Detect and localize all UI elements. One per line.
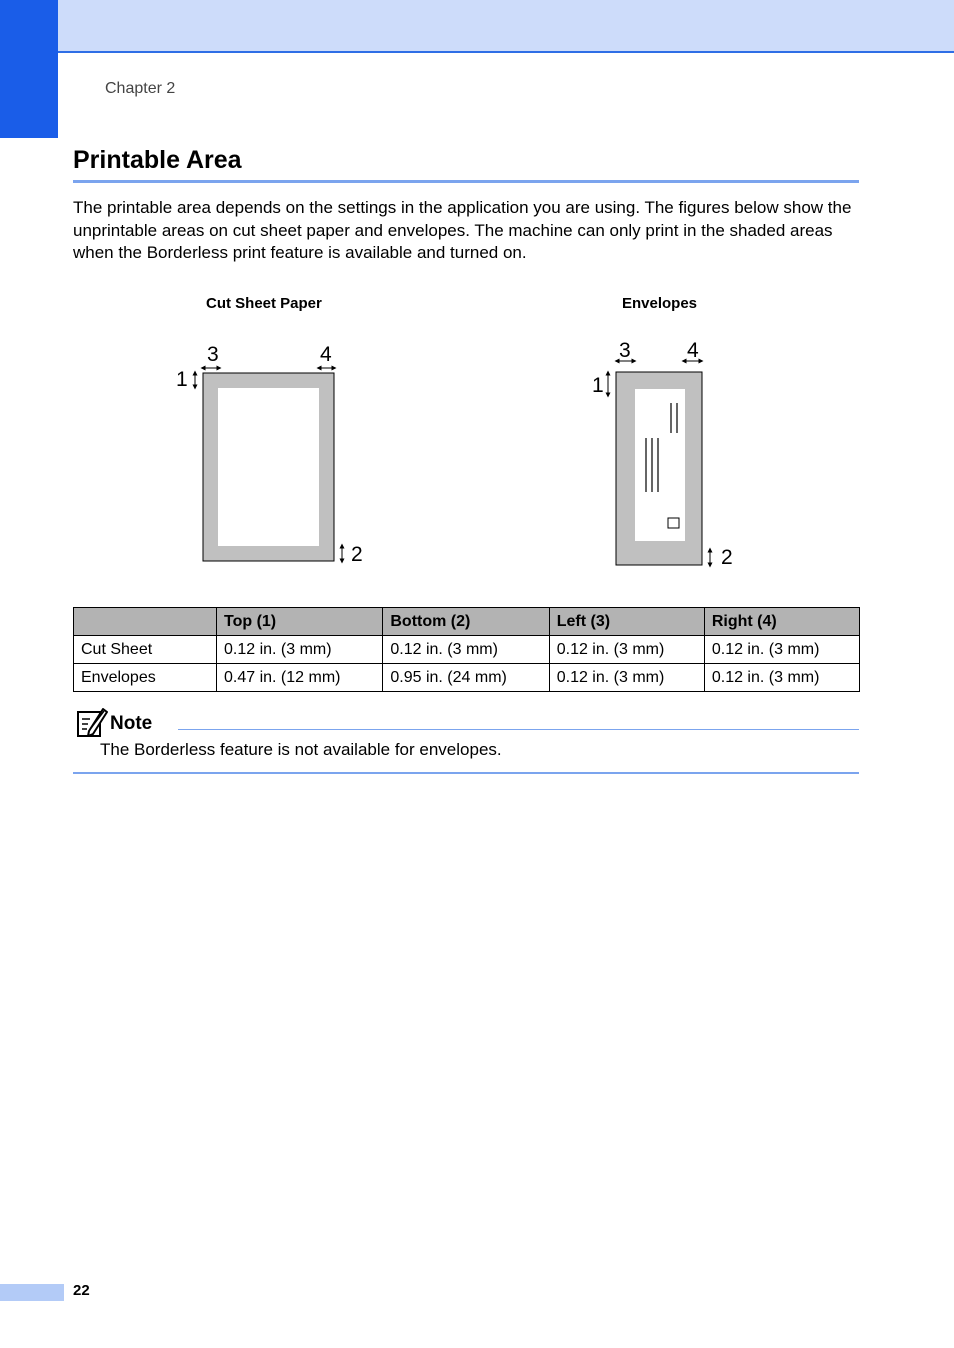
table-header-cell: Left (3) <box>549 608 704 636</box>
table-cell: 0.47 in. (12 mm) <box>217 664 383 692</box>
table-row <box>74 636 860 664</box>
table-row <box>74 664 860 692</box>
note-pencil-icon <box>76 706 108 738</box>
envelope-label-bottom: 2 <box>721 546 733 569</box>
table-cell: 0.12 in. (3 mm) <box>549 664 704 692</box>
cut-sheet-label-top: 1 <box>176 368 188 391</box>
cut-sheet-label-bottom: 2 <box>351 543 363 566</box>
table-cell: 0.12 in. (3 mm) <box>704 636 859 664</box>
envelope-stamp-box <box>668 518 679 528</box>
table-cell: Cut Sheet <box>74 636 217 664</box>
table-header-cell: Right (4) <box>704 608 859 636</box>
cut-sheet-label-right: 4 <box>320 343 332 366</box>
intro-paragraph: The printable area depends on the settings in the application you are using. The figures below show the unprintable areas on cut sheet paper and envelopes. The machine can only print in the shaded areas when the Borderless print feature is available and turned on. <box>73 198 852 262</box>
table-cell: Envelopes <box>74 664 217 692</box>
table-header-cell: Top (1) <box>217 608 383 636</box>
table-header-row <box>74 608 860 636</box>
cut-sheet-inner-area <box>218 388 319 546</box>
cut-sheet-caption: Cut Sheet Paper <box>206 295 322 312</box>
envelopes-caption: Envelopes <box>622 295 698 312</box>
table-cell: 0.12 in. (3 mm) <box>383 636 549 664</box>
table-header-cell <box>74 608 217 636</box>
margins-table <box>73 607 860 692</box>
table-header-cell: Bottom (2) <box>383 608 549 636</box>
table-cell: 0.12 in. (3 mm) <box>704 664 859 692</box>
note-rule-bottom <box>73 772 859 774</box>
chapter-label: Chapter 2 <box>105 80 176 97</box>
table-cell: 0.12 in. (3 mm) <box>549 636 704 664</box>
table-cell: 0.12 in. (3 mm) <box>217 636 383 664</box>
envelope-label-top: 1 <box>592 374 604 397</box>
envelope-figure <box>592 339 733 569</box>
note-rule-top <box>178 729 859 730</box>
section-title: Printable Area <box>73 146 242 174</box>
printable-area-figures <box>0 0 954 600</box>
note-label: Note <box>110 713 153 734</box>
cut-sheet-figure <box>176 343 363 566</box>
page-number: 22 <box>73 1282 90 1299</box>
table-cell: 0.95 in. (24 mm) <box>383 664 549 692</box>
envelope-label-right: 4 <box>687 339 699 362</box>
note-text: The Borderless feature is not available for envelopes. <box>100 740 502 759</box>
envelope-label-left: 3 <box>619 339 631 362</box>
footer-bar <box>0 1284 64 1301</box>
cut-sheet-label-left: 3 <box>207 343 219 366</box>
